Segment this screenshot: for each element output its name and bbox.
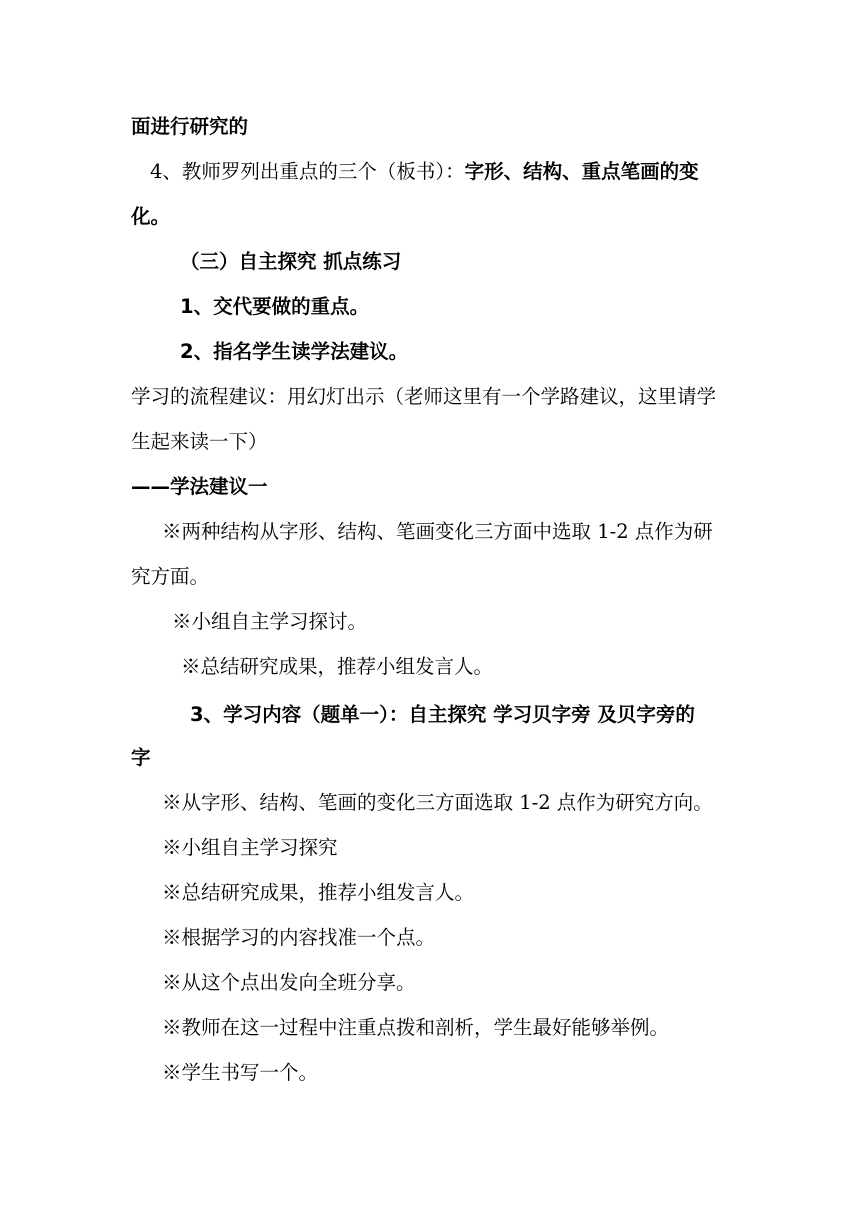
text-line-5: 1、交代要做的重点。 (180, 295, 370, 318)
text-line-16: ※从字形、结构、笔画的变化三方面选取 1-2 点作为研究方向。 (162, 791, 713, 814)
text-line-9: ——学法建议一 (131, 475, 268, 498)
text-line-3: 化。 (131, 205, 171, 228)
text-line-12: ※小组自主学习探讨。 (172, 610, 368, 633)
text-line-1: 面进行研究的 (131, 115, 249, 138)
text-line-17: ※小组自主学习探究 (162, 836, 338, 859)
text-line-10: ※两种结构从字形、结构、笔画变化三方面中选取 1-2 点作为研 (162, 520, 713, 543)
text-line-2 (150, 159, 699, 185)
text-line-2-bold: 字形、结构、重点笔画的变 (464, 160, 699, 183)
text-line-2-plain: 4、教师罗列出重点的三个（板书）： (150, 160, 465, 183)
text-line-11: 究方面。 (131, 565, 210, 588)
text-line-8: 生起来读一下） (131, 430, 268, 453)
text-line-7: 学习的流程建议：用幻灯出示（老师这里有一个学路建议，这里请学 (131, 385, 717, 408)
text-line-22: ※学生书写一个。 (162, 1061, 319, 1084)
section-heading: （三）自主探究 抓点练习 (180, 250, 402, 273)
text-line-6: 2、指名学生读学法建议。 (180, 340, 409, 363)
text-line-15: 字 (131, 746, 151, 769)
text-line-14: 3、学习内容（题单一）：自主探究 学习贝字旁 及贝字旁的 (190, 703, 695, 726)
text-line-19: ※根据学习的内容找准一个点。 (162, 926, 436, 949)
text-line-18: ※总结研究成果，推荐小组发言人。 (162, 881, 475, 904)
text-line-21: ※教师在这一过程中注重点拨和剖析，学生最好能够举例。 (162, 1016, 670, 1039)
text-line-13: ※总结研究成果，推荐小组发言人。 (181, 655, 494, 678)
text-line-20: ※从这个点出发向全班分享。 (162, 971, 416, 994)
